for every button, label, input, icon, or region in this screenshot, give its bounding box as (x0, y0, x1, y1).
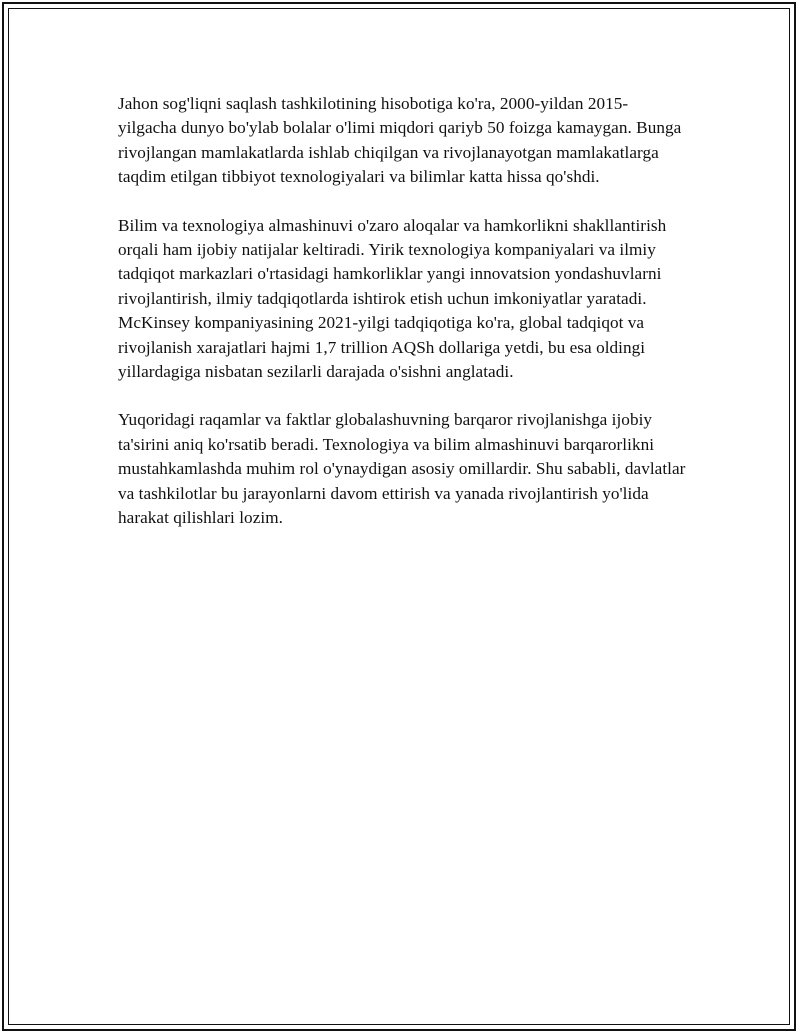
paragraph-2: Bilim va texnologiya almashinuvi o'zaro aloqalar va hamkorlikni shakllantirish orqali ham ijobiy natijalar keltiradi. Yirik texnologiya kompaniyalari va ilmiy tadqiqot markazlari o'rtasidagi hamkorliklar yangi innovatsion yondashuvlarni rivojlantirish, ilmiy tadqiqotlarda ishtirok etish uchun imkoniyatlar yaratadi. McKinsey kompaniyasining 2021-yilgi tadqiqotiga ko'ra, global tadqiqot va rivojlanish xarajatlari hajmi 1,7 trillion AQSh dollariga yetdi, bu esa oldingi yillardagiga nisbatan sezilarli darajada o'sishni anglatadi. (118, 215, 667, 382)
document-body (118, 92, 686, 555)
paragraph-3: Yuqoridagi raqamlar va faktlar globalashuvning barqaror rivojlanishga ijobiy ta'sirini aniq ko'rsatib beradi. Texnologiya va bilim almashinuvi barqarorlikni mustahkamlashda muhim rol o'ynaydigan asosiy omillardir. Shu sababli, davlatlar va tashkilotlar bu jarayonlarni davom ettirish va yanada rivojlantirish yo'lida harakat qilishlari lozim. (118, 410, 686, 528)
paragraph-1: Jahon sog'liqni saqlash tashkilotining hisobotiga ko'ra, 2000-yildan 2015-yilgacha dunyo bo'ylab bolalar o'limi miqdori qariyb 50 foizga kamaygan. Bunga rivojlangan mamlakatlarda ishlab chiqilgan va rivojlanayotgan mamlakatlarga taqdim etilgan tibbiyot texnologiyalari va bilimlar katta hissa qo'shdi. (118, 94, 682, 187)
